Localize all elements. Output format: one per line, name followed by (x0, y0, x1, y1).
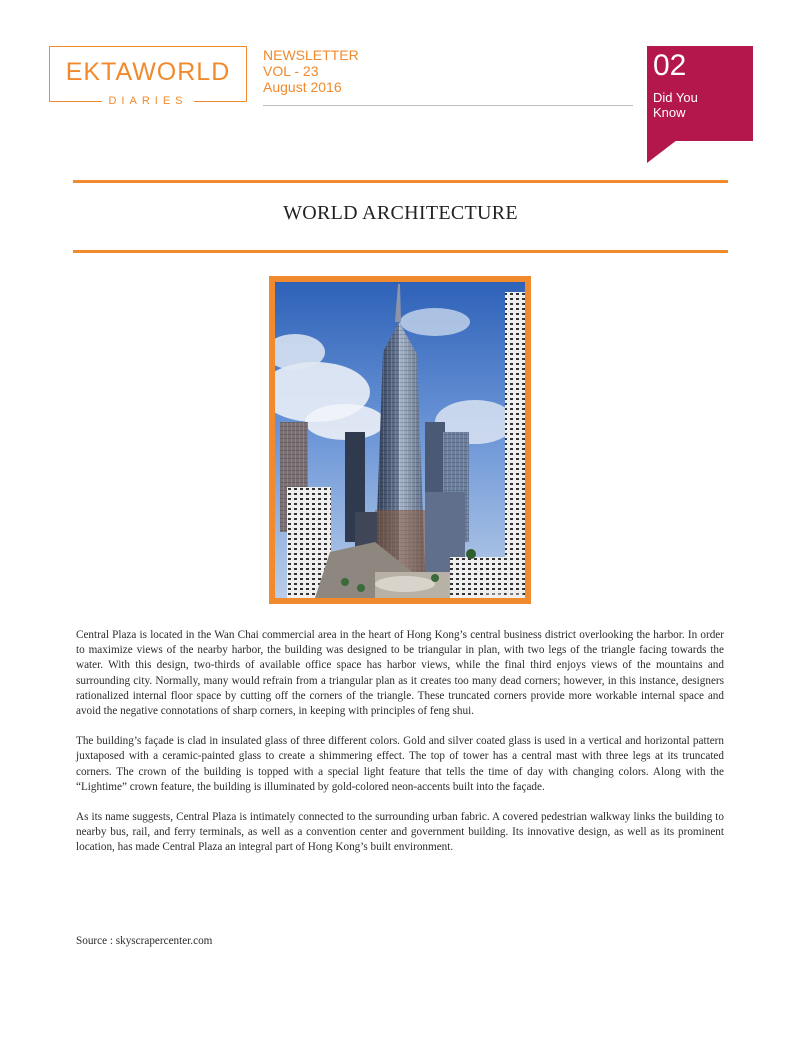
logo-subtitle (50, 95, 246, 107)
logo-wordmark: EKTAWORLD (65, 58, 231, 86)
badge-tail (647, 140, 677, 163)
article-paragraph-1: Central Plaza is located in the Wan Chai commercial area in the heart of Hong Kong’s central business district overlooking the harbor. In order to maximize views of the nearby harbor, the building was designed to be triangular in plan, with two legs of the triangle facing towards the water. With this design, two-thirds of available office space has harbor views, while the final third enjoys views of the mountains and surrounding city. Normally, many would refrain from a triangular plan as it creates too many dead corners; however, in this instance, designers rationalized internal floor space by cutting off the corners of the triangle. These truncated corners provide more workable internal space and avoid the negative connotations of sharp corners, in keeping with principles of feng shui. (76, 629, 724, 718)
badge-line-1: Did You (653, 90, 698, 105)
newsletter-info (263, 47, 359, 95)
photo-frame (269, 276, 531, 604)
badge-number: 02 (653, 49, 687, 82)
volume-label: VOL - 23 (263, 63, 319, 79)
header-divider (263, 105, 633, 106)
badge-text (653, 90, 698, 120)
article-paragraph-2: The building’s façade is clad in insulated glass of three different colors. Gold and silver coated glass is used in a vertical and horizontal pattern juxtaposed with a ceramic-painted glass to create a shimmering effect. The top of tower has a central mast with three legs at its truncated corners. The crown of the building is topped with a special light feature that tells the time of day with changing colors. Along with the “Lightime” crown feature, the building is illuminated by gold-colored neon-accents built into the façade. (76, 735, 724, 793)
badge-line-2: Know (653, 105, 686, 120)
logo-subtitle-text: DIARIES (102, 95, 193, 107)
photo-caption: Central Plaza, Hong Kong (483, 592, 523, 596)
issue-date: August 2016 (263, 79, 342, 95)
article-paragraph-3: As its name suggests, Central Plaza is intimately connected to the surrounding urban fabric. A covered pedestrian walkway links the building to nearby bus, rail, and ferry terminals, as well as a convention center and government building. Its innovative design, as well as its prominent location, has made Central Plaza an integral part of Hong Kong’s built environment. (76, 811, 724, 854)
section-rule-bottom (73, 250, 728, 253)
logo (49, 46, 247, 107)
section-rule-top (73, 180, 728, 183)
central-plaza-photo (275, 282, 525, 598)
newsletter-label: NEWSLETTER (263, 47, 359, 63)
article-body (76, 628, 724, 871)
section-title: WORLD ARCHITECTURE (283, 202, 518, 224)
source-credit: Source : skyscrapercenter.com (76, 935, 213, 947)
issue-badge (647, 46, 753, 141)
